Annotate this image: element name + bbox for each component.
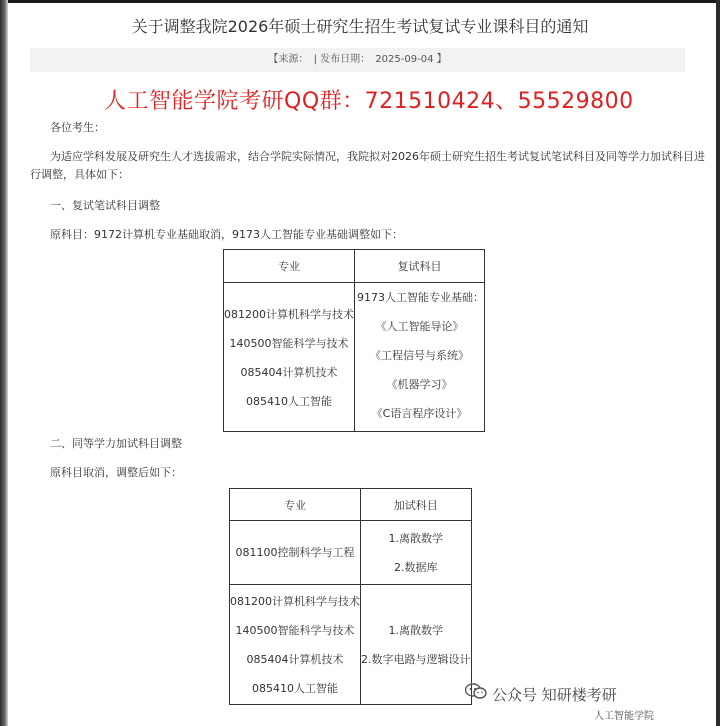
- major-item: 081200计算机科学与技术: [224, 308, 354, 321]
- retest-subject-table: [223, 249, 485, 432]
- subject-item: 《人工智能导论》: [375, 320, 464, 333]
- window-frame-right: [716, 0, 720, 726]
- major-item: 081100控制科学与工程: [235, 546, 355, 559]
- major-item: 081200计算机科学与技术: [230, 594, 360, 608]
- intro-line-1: 为适应学科发展及研究生人才选拔需求，结合学院实际情况，我院拟对2026年硕士研究生招生考试复试笔试科目及同等学力加试科目进: [50, 150, 705, 163]
- subjects-cell: [361, 585, 472, 705]
- subjects-cell: [361, 521, 472, 585]
- section1-note: 原科目：9172计算机专业基础取消，9173人工智能专业基础调整如下：: [50, 228, 403, 241]
- header-subject: 加试科目: [361, 489, 472, 521]
- header-major: 专业: [224, 250, 355, 283]
- subject-item: 1.离散数学: [388, 531, 443, 545]
- major-item: 085404计算机技术: [240, 366, 338, 379]
- intro-line-2: 行调整，具体如下：: [30, 168, 129, 181]
- majors-cell: [230, 585, 361, 705]
- table-row: [230, 521, 472, 585]
- major-item: 085404计算机技术: [246, 652, 344, 666]
- section1-heading: 一、复试笔试科目调整: [50, 199, 160, 212]
- meta-bar: [30, 48, 685, 72]
- window-frame-left: [0, 0, 8, 726]
- subject-item: 2.数据库: [394, 560, 438, 574]
- notice-title: 关于调整我院2026年硕士研究生招生考试复试专业课科目的通知: [131, 17, 589, 36]
- header-major: 专业: [230, 489, 361, 521]
- watermark-subtext: 人工智能学院: [594, 711, 654, 722]
- subject-item: 2.数字电路与逻辑设计: [361, 652, 471, 666]
- subjects-cell: [355, 283, 485, 432]
- major-item: 140500智能科学与技术: [235, 623, 355, 637]
- majors-cell: [230, 521, 361, 585]
- subject-item: 《C语言程序设计》: [371, 407, 468, 420]
- subject-header-item: 9173人工智能专业基础：: [357, 291, 484, 304]
- table-row: [224, 283, 485, 432]
- extra-exam-table: [229, 488, 472, 705]
- major-item: 140500智能科学与技术: [229, 337, 349, 350]
- major-item: 085410人工智能: [252, 681, 338, 695]
- table-header-row: [224, 250, 485, 283]
- publish-date: 2025-09-04 】: [375, 54, 447, 65]
- subject-item: 1.离散数学: [388, 623, 443, 637]
- date-label: | 发布日期：: [313, 54, 371, 65]
- window-frame-top: [0, 0, 720, 3]
- subject-item: 《工程信号与系统》: [370, 349, 469, 362]
- watermark-text: 公众号 知研楼考研: [492, 686, 617, 704]
- greeting: 各位考生：: [50, 121, 105, 134]
- table-header-row: [230, 489, 472, 521]
- majors-cell: [224, 283, 355, 432]
- major-item: 085410人工智能: [246, 395, 332, 408]
- table-row: [230, 585, 472, 705]
- section2-note: 原科目取消，调整后如下：: [50, 466, 182, 479]
- wechat-icon: [465, 683, 487, 699]
- source-label: 【来源：: [268, 54, 309, 65]
- subject-item: 《机器学习》: [386, 378, 453, 391]
- qq-group-banner: 人工智能学院考研QQ群：721510424、55529800: [104, 89, 634, 114]
- section2-heading: 二、同等学力加试科目调整: [50, 437, 182, 450]
- header-subject: 复试科目: [355, 250, 485, 283]
